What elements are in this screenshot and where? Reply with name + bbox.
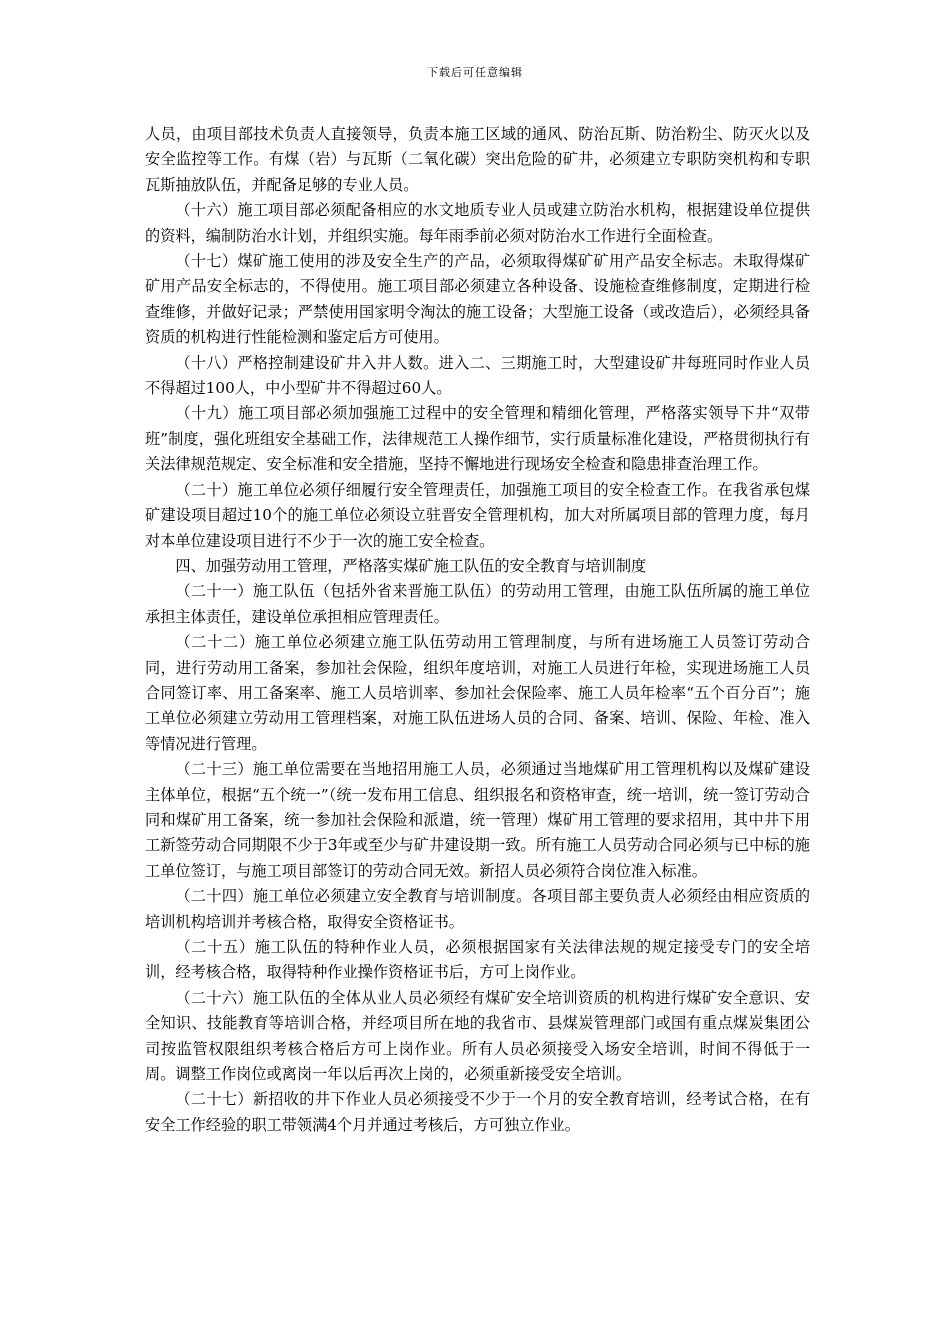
paragraph-24: （二十四）施工单位必须建立安全教育与培训制度。各项目部主要负责人必须经由相应资质的培训机构培训并考核合格，取得安全资格证书。 — [145, 887, 810, 931]
section-heading-4: 四、加强劳动用工管理，严格落实煤矿施工队伍的安全教育与培训制度 — [175, 556, 647, 575]
paragraph-27: （二十七）新招收的井下作业人员必须接受不少于一个月的安全教育培训，经考试合格，在有安全工作经验的职工带领满4个月并通过考核后，方可独立作业。 — [145, 1090, 810, 1134]
paragraph-18: （十八）严格控制建设矿井入井人数。进入二、三期施工时，大型建设矿井每班同时作业人员不得超过100人，中小型矿井不得超过60人。 — [145, 353, 810, 398]
paragraph-22: （二十二）施工单位必须建立施工队伍劳动用工管理制度，与所有进场施工人员签订劳动合同，进行劳动用工备案，参加社会保险，组织年度培训，对施工人员进行年检，实现进场施工人员合同签订率、用工备案率、施工人员培训率、参加社会保险率、施工人员年检率“五个百分百”；施工单位必须建立劳动用工管理档案，对施工队伍进场人员的合同、备案、培训、保险、年检、准入等情况进行管理。 — [145, 633, 810, 753]
paragraph-25: （二十五）施工队伍的特种作业人员，必须根据国家有关法律法规的规定接受专门的安全培训，经考核合格，取得特种作业操作资格证书后，方可上岗作业。 — [145, 938, 810, 982]
paragraph-continuation: 人员，由项目部技术负责人直接领导，负责本施工区域的通风、防治瓦斯、防治粉尘、防灭火以及安全监控等工作。有煤（岩）与瓦斯（二氧化碳）突出危险的矿井，必须建立专职防突机构和专职瓦斯抽放队伍，并配备足够的专业人员。 — [145, 125, 810, 194]
paragraph-19: （十九）施工项目部必须加强施工过程中的安全管理和精细化管理，严格落实领导下井“双带班”制度，强化班组安全基础工作，法律规范工人操作细节，实行质量标准化建设，严格贯彻执行有关法律规范规定、安全标准和安全措施，坚持不懈地进行现场安全检查和隐患排查治理工作。 — [145, 404, 810, 474]
page-header: 下载后可任意编辑 — [427, 66, 523, 79]
paragraph-23: （二十三）施工单位需要在当地招用施工人员，必须通过当地煤矿用工管理机构以及煤矿建设主体单位，根据“五个统一”（统一发布用工信息、组织报名和资格审查，统一培训，统一签订劳动合同和煤矿用工备案，统一参加社会保险和派遣，统一管理）煤矿用工管理的要求招用，其中井下用工新签劳动合同期限不少于3年或至少与矿井建设期一致。所有施工人员劳动合同必须与已中标的施工单位签订，与施工项目部签订的劳动合同无效。新招人员必须符合岗位准入标准。 — [145, 760, 810, 880]
paragraph-16: （十六）施工项目部必须配备相应的水文地质专业人员或建立防治水机构，根据建设单位提供的资料，编制防治水计划，并组织实施。每年雨季前必须对防治水工作进行全面检查。 — [145, 201, 810, 245]
paragraph-17: （十七）煤矿施工使用的涉及安全生产的产品，必须取得煤矿矿用产品安全标志。未取得煤矿矿用产品安全标志的，不得使用。施工项目部必须建立各种设备、设施检查维修制度，定期进行检查维修，并做好记录；严禁使用国家明令淘汰的施工设备；大型施工设备（或改造后），必须经具备资质的机构进行性能检测和鉴定后方可使用。 — [145, 252, 810, 347]
document-body — [145, 122, 810, 1138]
paragraph-21: （二十一）施工队伍（包括外省来晋施工队伍）的劳动用工管理，由施工队伍所属的施工单位承担主体责任，建设单位承担相应管理责任。 — [145, 582, 810, 626]
paragraph-26: （二十六）施工队伍的全体从业人员必须经有煤矿安全培训资质的机构进行煤矿安全意识、安全知识、技能教育等培训合格，并经项目所在地的我省市、县煤炭管理部门或国有重点煤炭集团公司按监管权限组织考核合格后方可上岗作业。所有人员必须接受入场安全培训，时间不得低于一周。调整工作岗位或离岗一年以后再次上岗的，必须重新接受安全培训。 — [145, 988, 810, 1084]
paragraph-20: （二十）施工单位必须仔细履行安全管理责任，加强施工项目的安全检查工作。在我省承包煤矿建设项目超过10个的施工单位必须设立驻晋安全管理机构，加大对所属项目部的管理力度，每月对本单位建设项目进行不少于一次的施工安全检查。 — [145, 480, 810, 550]
